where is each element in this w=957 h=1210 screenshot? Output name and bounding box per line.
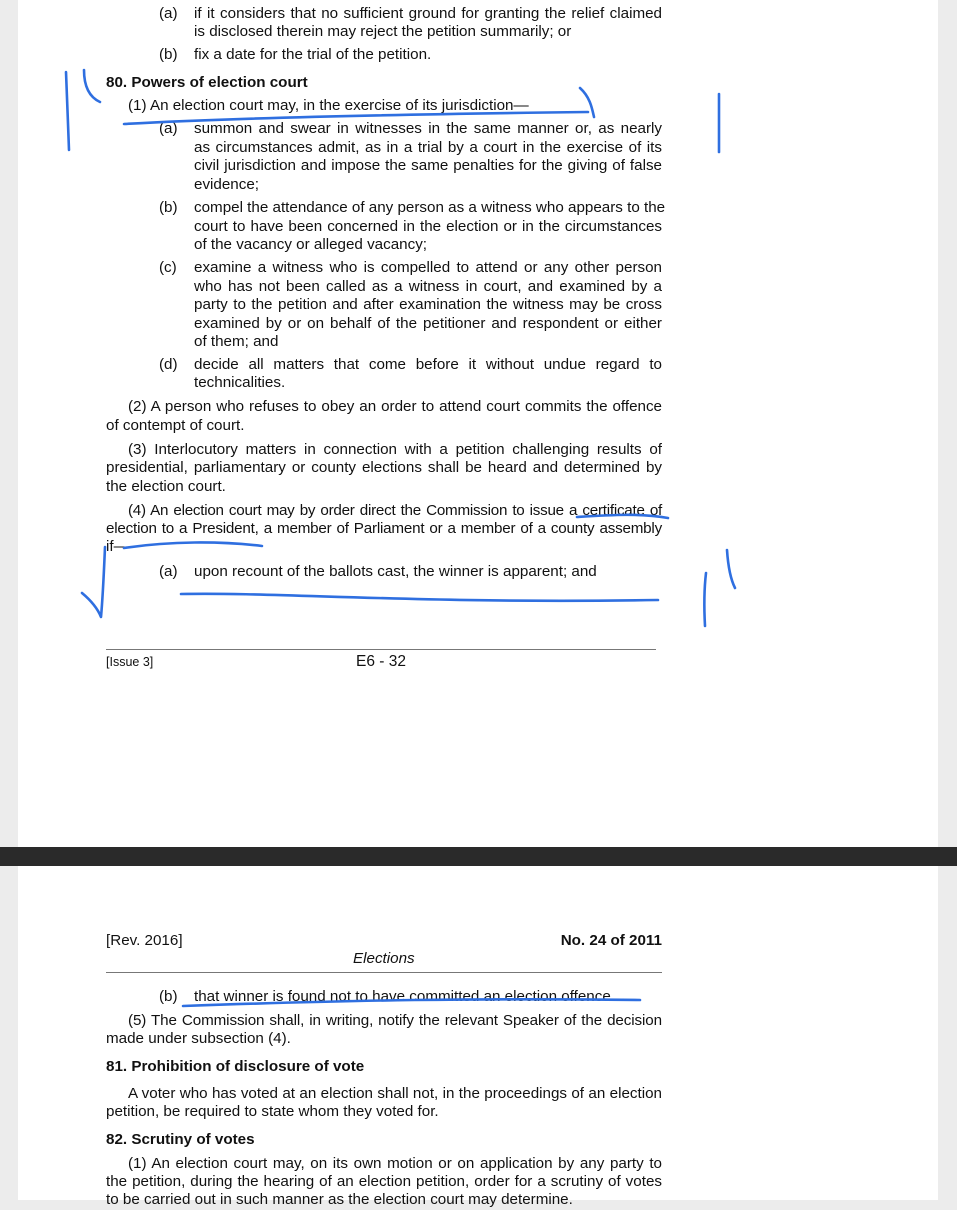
- item-text-line: decide all matters that come before it without undue regard to: [194, 356, 662, 373]
- item-text-line: who has not been called as a witness in court, and examined by a: [194, 278, 662, 295]
- item-text-line: if it considers that no sufficient ground for granting the relief claimed: [194, 5, 662, 22]
- item-text-line: party to the petition and after examination the witness may be cross: [194, 296, 662, 313]
- item-text-line: compel the attendance of any person as a witness who appears to the: [194, 199, 666, 216]
- item-label: (a): [159, 120, 178, 137]
- page-number: E6 - 32: [356, 653, 406, 670]
- subsection-text: (4) An election court may by order direct the Commission to issue a certificate of: [128, 502, 662, 519]
- subsection-text: (1) An election court may, in the exercise of its jurisdiction—: [128, 97, 529, 114]
- item-text-line: examined by or on behalf of the petitioner and respondent or either: [194, 315, 662, 332]
- subsection-text: the election court.: [106, 478, 226, 495]
- subsection-text: presidential, parliamentary or county elections shall be heard and determined by: [106, 459, 662, 476]
- section-heading: 80. Powers of election court: [106, 74, 308, 91]
- item-label: (b): [159, 46, 178, 63]
- item-label: (c): [159, 259, 177, 276]
- item-text-line: of the vacancy or alleged vacancy;: [194, 236, 428, 253]
- section-body-line: to be carried out in such manner as the election court may determine.: [106, 1191, 573, 1208]
- section-body-line: (1) An election court may, on its own motion or on application by any party to: [128, 1155, 662, 1172]
- item-text-line: court to have been concerned in the election or in the circumstances: [194, 218, 662, 235]
- subsection-text: (2) A person who refuses to obey an order to attend court commits the offence: [128, 398, 662, 415]
- header-rule: [106, 972, 662, 973]
- item-text-line: that winner is found not to have committed an election offence.: [194, 988, 616, 1005]
- item-label: (b): [159, 988, 178, 1005]
- item-label: (d): [159, 356, 178, 373]
- item-text-line: technicalities.: [194, 374, 286, 391]
- revision-label: [Rev. 2016]: [106, 932, 183, 949]
- item-text-line: upon recount of the ballots cast, the winner is apparent; and: [194, 563, 597, 580]
- item-text-line: summon and swear in witnesses in the same manner or, as nearly: [194, 120, 662, 137]
- item-label: (a): [159, 5, 178, 22]
- document-page-1: [18, 0, 938, 847]
- item-text-line: as circumstances admit, as in a trial by a court in the exercise of its: [194, 139, 662, 156]
- footer-rule: [106, 649, 656, 650]
- document-page-2: [18, 866, 938, 1208]
- section-heading: 81. Prohibition of disclosure of vote: [106, 1058, 365, 1075]
- section-body-line: the petition, during the hearing of an election petition, order for a scrutiny of votes: [106, 1173, 662, 1190]
- item-text-line: examine a witness who is compelled to attend or any other person: [194, 259, 662, 276]
- item-label: (b): [159, 199, 178, 216]
- item-text-line: evidence;: [194, 176, 260, 193]
- section-body-line: A voter who has voted at an election shall not, in the proceedings of an election: [128, 1085, 662, 1102]
- section-heading: 82. Scrutiny of votes: [106, 1131, 255, 1148]
- subsection-text: (5) The Commission shall, in writing, notify the relevant Speaker of the decision: [128, 1012, 662, 1029]
- item-label: (a): [159, 563, 178, 580]
- item-text-line: fix a date for the trial of the petition.: [194, 46, 432, 63]
- issue-label: [Issue 3]: [106, 655, 154, 669]
- subsection-text: if—: [106, 538, 129, 555]
- item-text-line: civil jurisdiction and impose the same penalties for the giving of false: [194, 157, 662, 174]
- act-number: No. 24 of 2011: [560, 932, 662, 949]
- section-body-line: petition, be required to state whom they voted for.: [106, 1103, 439, 1120]
- subsection-text: of contempt of court.: [106, 417, 245, 434]
- subsection-text: election to a President, a member of Parliament or a member of a county assembly: [106, 520, 662, 537]
- subsection-text: (3) Interlocutory matters in connection with a petition challenging results of: [128, 441, 662, 458]
- item-text-line: of them; and: [194, 333, 279, 350]
- page-gap: [0, 847, 957, 866]
- item-text-line: is disclosed therein may reject the petition summarily; or: [194, 23, 572, 40]
- running-title: Elections: [353, 950, 415, 967]
- subsection-text: made under subsection (4).: [106, 1030, 291, 1047]
